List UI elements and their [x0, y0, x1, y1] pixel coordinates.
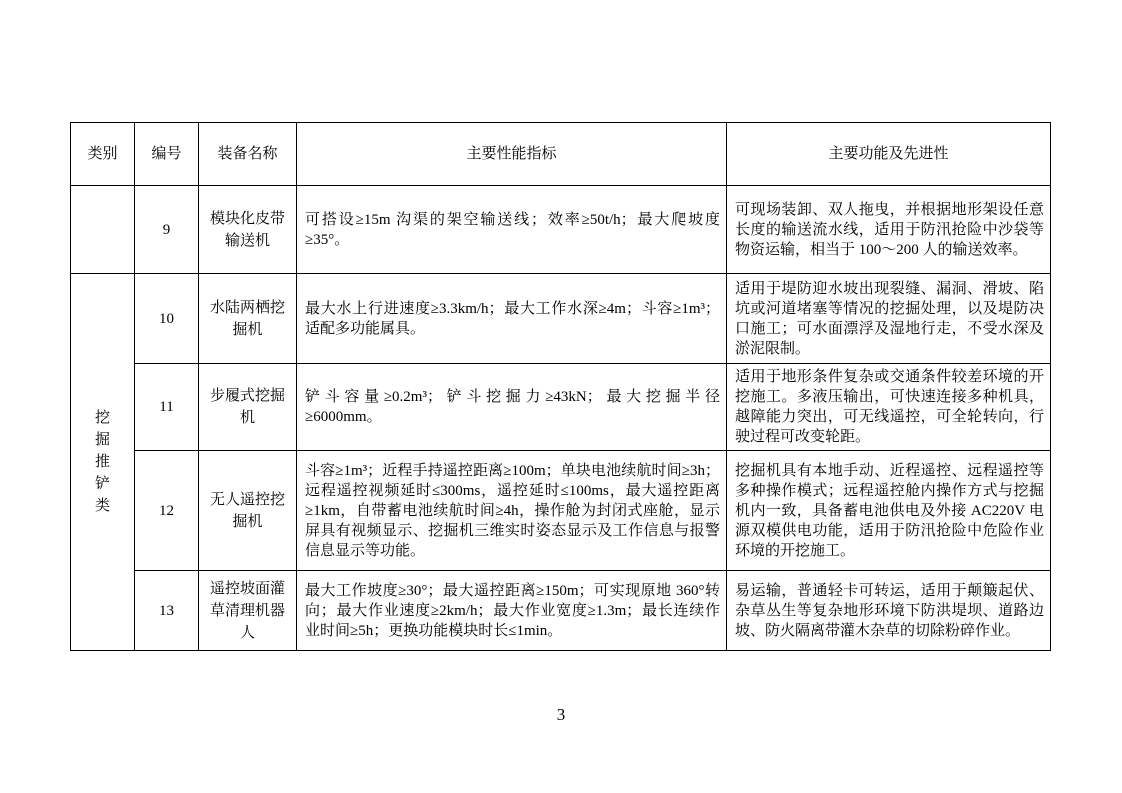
table-row [71, 451, 1051, 571]
header-cell-specs: 主要性能指标 [297, 123, 727, 186]
cell-id: 9 [135, 186, 199, 274]
table-row [71, 364, 1051, 451]
header-row [71, 123, 1051, 186]
cell-specs: 最大工作坡度≥30°；最大遥控距离≥150m；可实现原地 360°转向；最大作业速度≥2km/h；最大作业宽度≥1.3m；最长连续作业时间≥5h；更换功能模块时长≤1min。 [297, 571, 727, 651]
header-cell-id: 编号 [135, 123, 199, 186]
page-number: 3 [556, 705, 566, 724]
cell-name: 步履式挖掘机 [199, 364, 297, 451]
cell-specs: 可搭设≥15m 沟渠的架空输送线；效率≥50t/h；最大爬坡度≥35°。 [297, 186, 727, 274]
cell-name: 无人遥控挖掘机 [199, 451, 297, 571]
header-cell-functions: 主要功能及先进性 [727, 123, 1051, 186]
cell-specs: 铲斗容量≥0.2m³；铲斗挖掘力≥43kN；最大挖掘半径≥6000mm。 [297, 364, 727, 451]
cell-id: 11 [135, 364, 199, 451]
cell-name: 水陆两栖挖掘机 [199, 274, 297, 364]
cell-functions: 易运输，普通轻卡可转运，适用于颠簸起伏、杂草丛生等复杂地形环境下防洪堤坝、道路边坡、防火隔离带灌木杂草的切除粉碎作业。 [727, 571, 1051, 651]
cell-id: 12 [135, 451, 199, 571]
cell-functions: 可现场装卸、双人拖曳，并根据地形架设任意长度的输送流水线，适用于防汛抢险中沙袋等物资运输，相当于 100～200 人的输送效率。 [727, 186, 1051, 274]
cell-specs: 最大水上行进速度≥3.3km/h；最大工作水深≥4m；斗容≥1m³；适配多功能属具。 [297, 274, 727, 364]
table-row [71, 186, 1051, 274]
cell-name: 模块化皮带输送机 [199, 186, 297, 274]
equipment-table [70, 122, 1051, 651]
cell-specs: 斗容≥1m³；近程手持遥控距离≥100m；单块电池续航时间≥3h；远程遥控视频延时≤300ms，遥控延时≤100ms，最大遥控距离≥1km，自带蓄电池续航时间≥4h，操作舱为封闭式座舱，显示屏具有视频显示、挖掘机三维实时姿态显示及工作信息与报警信息显示等功能。 [297, 451, 727, 571]
category-cell-empty [71, 186, 135, 274]
cell-id: 10 [135, 274, 199, 364]
cell-functions: 挖掘机具有本地手动、近程遥控、远程遥控等多种操作模式；远程遥控舱内操作方式与挖掘机内一致，具备蓄电池供电及外接 AC220V 电源双模供电功能，适用于防汛抢险中危险作业环境的开挖施工。 [727, 451, 1051, 571]
category-vertical-label: 挖掘推铲类 [94, 410, 110, 514]
header-cell-name: 装备名称 [199, 123, 297, 186]
cell-name: 遥控坡面灌草清理机器人 [199, 571, 297, 651]
table-row [71, 571, 1051, 651]
cell-functions: 适用于堤防迎水坡出现裂缝、漏洞、滑坡、陷坑或河道堵塞等情况的挖掘处理，以及堤防决口施工；可水面漂浮及湿地行走，不受水深及淤泥限制。 [727, 274, 1051, 364]
header-cell-category: 类别 [71, 123, 135, 186]
category-cell [71, 274, 135, 651]
cell-id: 13 [135, 571, 199, 651]
table-row [71, 274, 1051, 364]
cell-functions: 适用于地形条件复杂或交通条件较差环境的开挖施工。多液压输出，可快速连接多种机具，越障能力突出，可无线遥控，可全轮转向，行驶过程可改变轮距。 [727, 364, 1051, 451]
